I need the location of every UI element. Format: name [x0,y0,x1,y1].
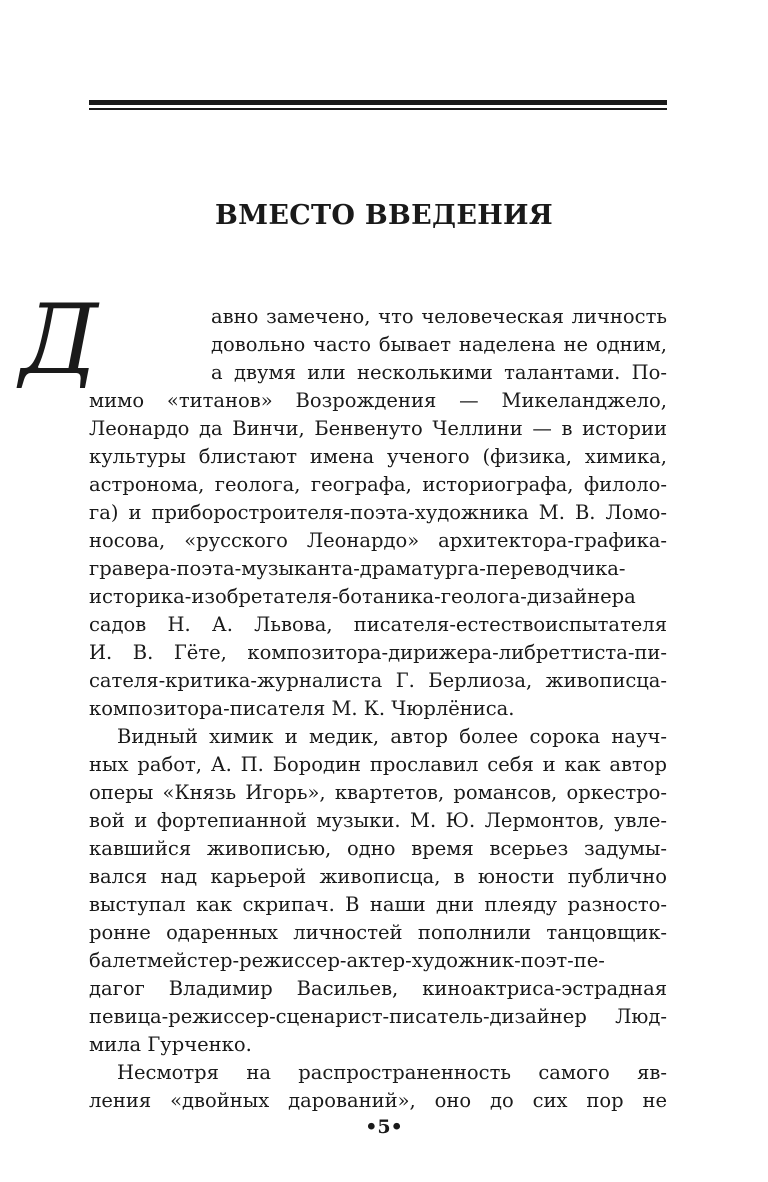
drop-cap: Д [20,284,99,396]
text-line: авно замечено, что человеческая личность [211,305,667,328]
text-line: а двумя или несколькими талантами. По- [211,361,667,384]
text-line: астронома, геолога, географа, историографа, филоло- [89,473,667,496]
text-line: культуры блистают имена ученого (физика, химика, [89,445,667,468]
text-line: историка-изобретателя-ботаника-геолога-дизайнера [89,585,636,608]
text-line: носова, «русского Леонардо» архитектора-графика- [89,529,667,552]
text-line: Несмотря на распространенность самого яв- [117,1061,667,1084]
text-line: довольно часто бывает наделена не одним, [211,333,667,356]
header-rule-thick [89,100,667,105]
text-line: оперы «Князь Игорь», квартетов, романсов, оркестро- [89,781,667,804]
text-line: гравера-поэта-музыканта-драматурга-переводчика- [89,557,626,580]
text-line: композитора-писателя М. К. Чюрлёниса. [89,697,515,720]
text-line: вался над карьерой живописца, в юности публично [89,865,667,888]
text-line: дагог Владимир Васильев, киноактриса-эстрадная [89,977,667,1000]
text-line: садов Н. А. Львова, писателя-естествоиспытателя [89,613,667,636]
text-line: га) и приборостроителя-поэта-художника М. В. Ломо- [89,501,667,524]
page-number: •5• [365,1116,403,1138]
text-line: Леонардо да Винчи, Бенвенуто Челлини — в истории [89,417,667,440]
chapter-title: ВМЕСТО ВВЕДЕНИЯ [215,200,553,231]
text-line: И. В. Гёте, композитора-дирижера-либреттиста-пи- [89,641,667,664]
text-line: мила Гурченко. [89,1033,252,1056]
text-line: балетмейстер-режиссер-актер-художник-поэт-пе- [89,949,605,972]
text-line: ления «двойных дарований», оно до сих пор не [89,1089,667,1112]
text-line: ных работ, А. П. Бородин прославил себя и как автор [89,753,667,776]
header-rule-thin [89,108,667,110]
text-line: кавшийся живописью, одно время всерьез задумы- [89,837,667,860]
text-line: сателя-критика-журналиста Г. Берлиоза, живописца- [89,669,667,692]
text-line: мимо «титанов» Возрождения — Микеланджело, [89,389,667,412]
text-line: певица-режиссер-сценарист-писатель-дизайнер Люд- [89,1005,667,1028]
text-line: Видный химик и медик, автор более сорока науч- [117,725,667,748]
text-line: ронне одаренных личностей пополнили танцовщик- [89,921,667,944]
text-line: вой и фортепианной музыки. М. Ю. Лермонтов, увле- [89,809,667,832]
text-line: выступал как скрипач. В наши дни плеяду разносто- [89,893,667,916]
